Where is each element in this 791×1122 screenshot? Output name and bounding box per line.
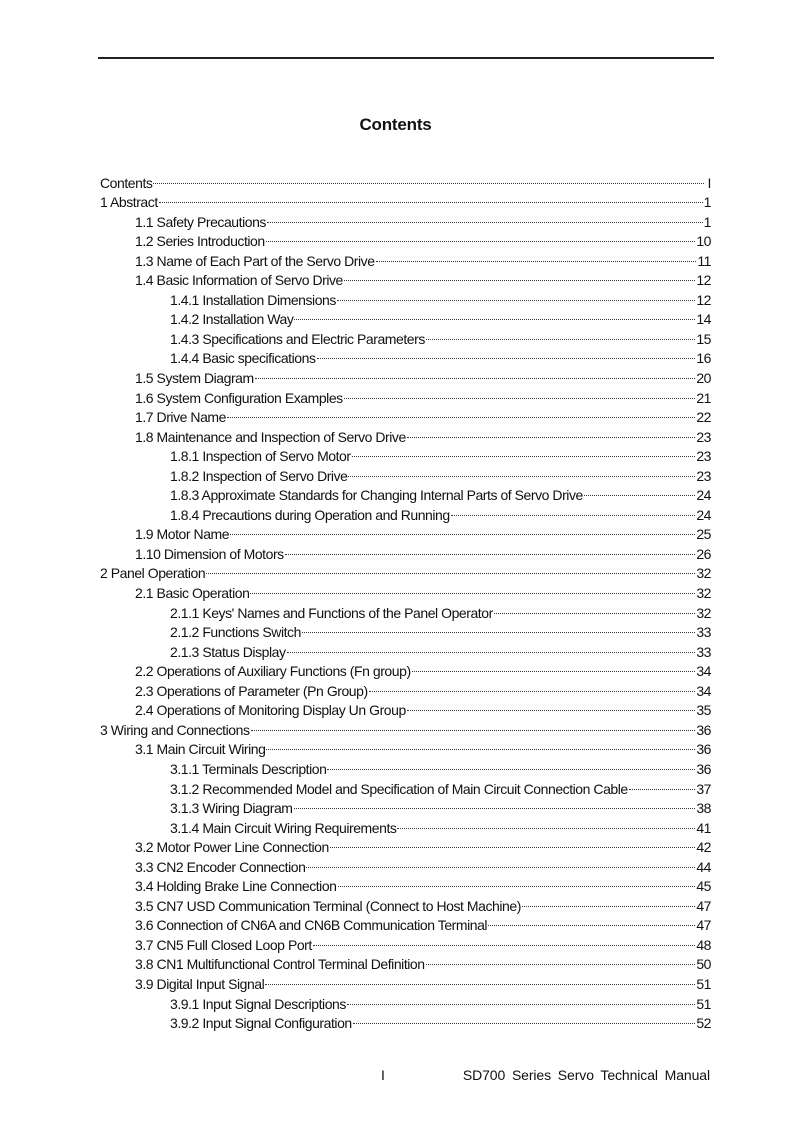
toc-dot-leader xyxy=(251,715,696,735)
toc-dot-leader xyxy=(584,481,695,501)
toc-dot-leader xyxy=(327,754,695,774)
toc-entry-title: 3.8 CN1 Multifunctional Control Terminal Definition xyxy=(135,956,425,973)
toc-entry-title: 1.1 Safety Precautions xyxy=(135,213,266,230)
toc-entry-page-number: 11 xyxy=(697,252,711,269)
toc-entry-page-number: 24 xyxy=(696,506,711,523)
toc-entry-title: 2.1.2 Functions Switch xyxy=(170,624,301,641)
toc-entry-title: 1.4.3 Specifications and Electric Parameters xyxy=(170,330,425,347)
toc-entry-title: 3.9.1 Input Signal Descriptions xyxy=(170,995,346,1012)
toc-entry-title: 2.1 Basic Operation xyxy=(135,585,250,602)
toc-entry-page-number: 12 xyxy=(696,291,711,308)
toc-dot-leader xyxy=(265,969,695,989)
toc-dot-leader xyxy=(227,403,695,423)
toc-entry-page-number: 34 xyxy=(696,663,711,680)
toc-entry-page-number: 32 xyxy=(696,585,711,602)
toc-entry-page-number: 48 xyxy=(696,936,711,953)
toc-entry-title: 1.2 Series Introduction xyxy=(135,233,265,250)
toc-dot-leader xyxy=(488,911,695,931)
toc-dot-leader xyxy=(352,442,696,462)
toc-dot-leader xyxy=(317,344,696,364)
toc-entry[interactable] xyxy=(100,207,711,230)
toc-entry-page-number: 14 xyxy=(696,311,711,328)
toc-entry-page-number: 50 xyxy=(696,956,711,973)
toc-entry-title: 3.2 Motor Power Line Connection xyxy=(135,839,329,856)
toc-entry-title: 1.8.4 Precautions during Operation and Running xyxy=(170,506,450,523)
toc-entry-title: 2.2 Operations of Auxiliary Functions (Fn group) xyxy=(135,663,411,680)
footer-page-number: I xyxy=(381,1067,385,1083)
toc-entry-page-number: 26 xyxy=(696,545,711,562)
toc-dot-leader xyxy=(353,1009,696,1029)
toc-entry-title: 3.9 Digital Input Signal xyxy=(135,975,265,992)
toc-entry-page-number: 1 xyxy=(703,213,711,230)
toc-entry-title: 3.5 CN7 USD Communication Terminal (Connect to Host Machine) xyxy=(135,897,521,914)
toc-entry-title: 3.3 CN2 Encoder Connection xyxy=(135,858,306,875)
toc-entry-title: 1.4.1 Installation Dimensions xyxy=(170,291,336,308)
toc-entry-page-number: 15 xyxy=(696,330,711,347)
toc-entry-page-number: 38 xyxy=(696,800,711,817)
toc-dot-leader xyxy=(348,461,695,481)
toc-dot-leader xyxy=(494,598,696,618)
toc-entry-page-number: 25 xyxy=(696,526,711,543)
toc-entry-page-number: 41 xyxy=(696,819,711,836)
toc-entry-page-number: 51 xyxy=(696,975,711,992)
toc-dot-leader xyxy=(302,618,695,638)
toc-dot-leader xyxy=(267,207,703,227)
toc-dot-leader xyxy=(397,813,695,833)
toc-dot-leader xyxy=(255,363,696,383)
toc-entry-title: 3.6 Connection of CN6A and CN6B Communication Terminal xyxy=(135,917,488,934)
toc-entry-title: 2 Panel Operation xyxy=(100,565,206,582)
toc-entry-page-number: 23 xyxy=(696,428,711,445)
toc-entry-page-number: 35 xyxy=(696,702,711,719)
toc-dot-leader xyxy=(266,735,695,755)
toc-entry-page-number: 45 xyxy=(696,878,711,895)
toc-dot-leader xyxy=(266,227,696,247)
toc-entry-page-number: 34 xyxy=(696,682,711,699)
toc-dot-leader xyxy=(376,246,697,266)
toc-entry-page-number: 23 xyxy=(696,467,711,484)
toc-dot-leader xyxy=(337,285,695,305)
toc-dot-leader xyxy=(287,637,696,657)
toc-entry-page-number: 21 xyxy=(696,389,711,406)
toc-dot-leader xyxy=(159,188,703,208)
toc-dot-leader xyxy=(451,500,696,520)
toc-entry-title: 3.7 CN5 Full Closed Loop Port xyxy=(135,936,312,953)
toc-entry-title: 1.6 System Configuration Examples xyxy=(135,389,343,406)
toc-entry-page-number: 32 xyxy=(696,604,711,621)
toc-dot-leader xyxy=(285,539,696,559)
toc-dot-leader xyxy=(407,422,696,442)
toc-entry-page-number: 16 xyxy=(696,350,711,367)
toc-entry-page-number: 47 xyxy=(696,897,711,914)
toc-entry-title: 1.8.1 Inspection of Servo Motor xyxy=(170,448,351,465)
toc-entry-page-number: 36 xyxy=(696,760,711,777)
toc-entry-title: 1.10 Dimension of Motors xyxy=(135,545,284,562)
toc-dot-leader xyxy=(347,989,695,1009)
toc-entry-page-number: 12 xyxy=(696,272,711,289)
toc-entry-title: 1.4.4 Basic specifications xyxy=(170,350,316,367)
toc-dot-leader xyxy=(522,891,695,911)
toc-dot-leader xyxy=(294,794,696,814)
toc-entry-page-number: 36 xyxy=(696,741,711,758)
toc-dot-leader xyxy=(250,578,695,598)
toc-dot-leader xyxy=(338,872,696,892)
toc-dot-leader xyxy=(294,305,695,325)
toc-dot-leader xyxy=(306,852,695,872)
toc-entry-title: 3.4 Holding Brake Line Connection xyxy=(135,878,337,895)
toc-entry-page-number: 33 xyxy=(696,643,711,660)
table-of-contents xyxy=(100,168,711,1032)
toc-dot-leader xyxy=(230,520,695,540)
toc-entry-title: 1.8 Maintenance and Inspection of Servo Drive xyxy=(135,428,406,445)
toc-entry-title: 1.3 Name of Each Part of the Servo Drive xyxy=(135,252,375,269)
toc-entry-page-number: 42 xyxy=(696,839,711,856)
toc-entry-page-number: 10 xyxy=(696,233,711,250)
toc-entry-page-number: 1 xyxy=(703,194,711,211)
toc-dot-leader xyxy=(412,657,696,677)
toc-entry-title: 1.5 System Diagram xyxy=(135,370,254,387)
toc-entry-page-number: 23 xyxy=(696,448,711,465)
toc-dot-leader xyxy=(206,559,695,579)
toc-entry-page-number: 37 xyxy=(696,780,711,797)
toc-dot-leader xyxy=(313,930,695,950)
toc-entry[interactable] xyxy=(100,168,711,191)
toc-entry-page-number: 51 xyxy=(696,995,711,1012)
footer-manual-title: SD700 Series Servo Technical Manual xyxy=(462,1067,710,1083)
toc-entry-title: 1 Abstract xyxy=(100,194,158,211)
toc-entry-title: 1.4 Basic Information of Servo Drive xyxy=(135,272,343,289)
toc-entry-title: 3.1 Main Circuit Wiring xyxy=(135,741,266,758)
toc-entry-title: 3.9.2 Input Signal Configuration xyxy=(170,1015,352,1032)
toc-entry-page-number: 22 xyxy=(696,409,711,426)
toc-dot-leader xyxy=(629,774,696,794)
toc-entry-page-number: 44 xyxy=(696,858,711,875)
toc-entry-title: 3.1.1 Terminals Description xyxy=(170,760,327,777)
toc-entry-title: 2.1.1 Keys' Names and Functions of the Panel Operator xyxy=(170,604,493,621)
toc-entry-page-number: 32 xyxy=(696,565,711,582)
toc-dot-leader xyxy=(407,696,696,716)
toc-entry-title: 2.1.3 Status Display xyxy=(170,643,286,660)
toc-entry-title: 1.9 Motor Name xyxy=(135,526,230,543)
toc-entry-page-number: 20 xyxy=(696,370,711,387)
toc-dot-leader xyxy=(369,676,696,696)
toc-entry-page-number: 33 xyxy=(696,624,711,641)
toc-dot-leader xyxy=(330,833,695,853)
toc-entry-title: 3.1.3 Wiring Diagram xyxy=(170,800,293,817)
toc-entry-title: 3.1.4 Main Circuit Wiring Requirements xyxy=(170,819,397,836)
toc-entry-title: 2.3 Operations of Parameter (Pn Group) xyxy=(135,682,368,699)
toc-dot-leader xyxy=(153,168,704,188)
toc-entry-title: Contents xyxy=(100,174,153,191)
toc-entry-page-number: 36 xyxy=(696,721,711,738)
toc-entry-title: 2.4 Operations of Monitoring Display Un Group xyxy=(135,702,406,719)
toc-entry-title: 1.4.2 Installation Way xyxy=(170,311,294,328)
toc-entry-title: 1.7 Drive Name xyxy=(135,409,226,426)
toc-entry[interactable] xyxy=(100,188,711,211)
toc-entry-page-number: 24 xyxy=(696,487,711,504)
toc-dot-leader xyxy=(344,383,696,403)
toc-entry-page-number: 47 xyxy=(696,917,711,934)
toc-dot-leader xyxy=(426,950,696,970)
toc-entry-title: 3.1.2 Recommended Model and Specification of Main Circuit Connection Cable xyxy=(170,780,628,797)
toc-dot-leader xyxy=(344,266,695,286)
toc-entry-title: 1.8.3 Approximate Standards for Changing Internal Parts of Servo Drive xyxy=(170,487,583,504)
toc-entry-page-number: I xyxy=(707,174,711,191)
toc-entry-title: 1.8.2 Inspection of Servo Drive xyxy=(170,467,348,484)
header-rule xyxy=(98,57,714,59)
toc-entry-title: 3 Wiring and Connections xyxy=(100,721,250,738)
toc-dot-leader xyxy=(426,324,695,344)
toc-entry-page-number: 52 xyxy=(696,1015,711,1032)
page-title: Contents xyxy=(359,115,432,134)
